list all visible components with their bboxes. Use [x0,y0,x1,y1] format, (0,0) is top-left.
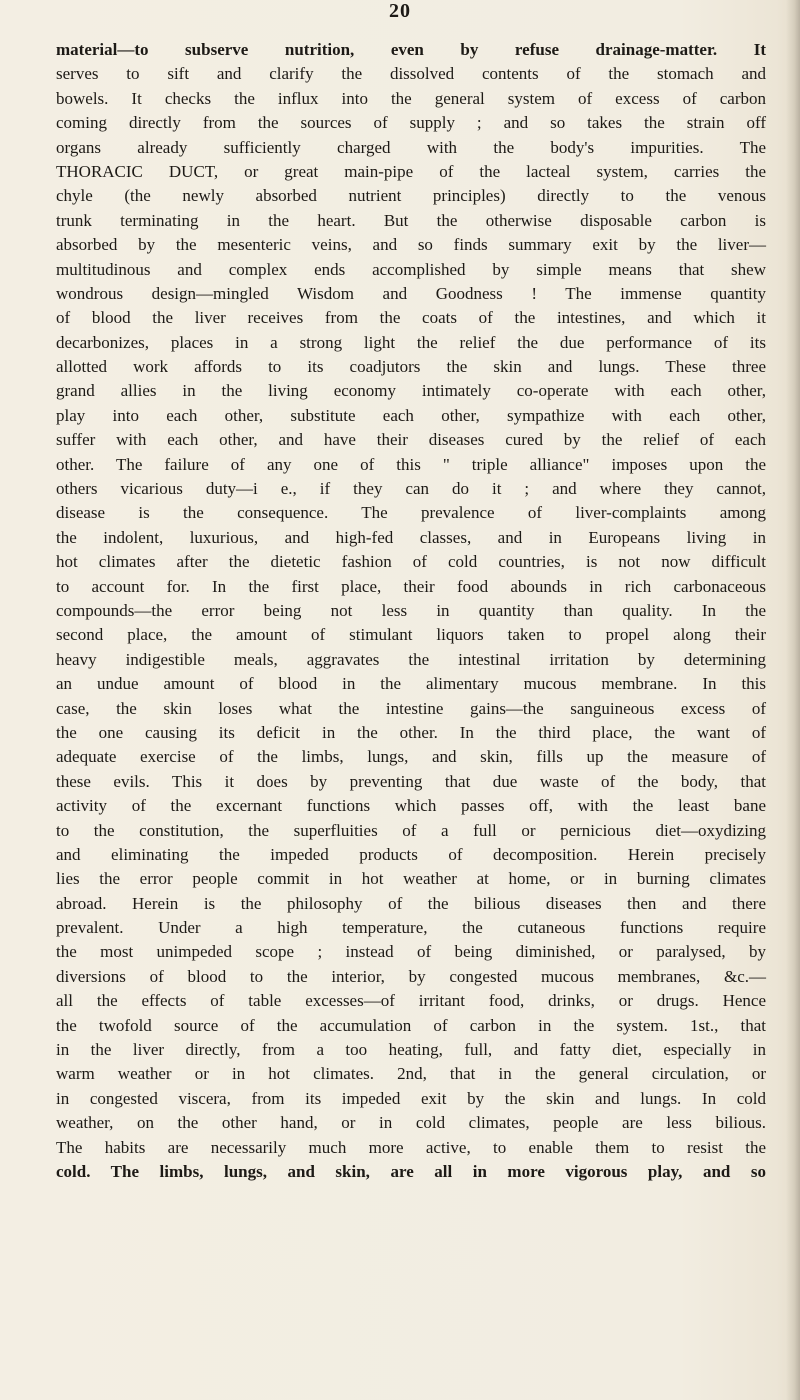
text-line: adequate exercise of the limbs, lungs, and skin, fills up the measure of [56,747,766,767]
text-line: THORACIC DUCT, or great main-pipe of the lacteal system, carries the [56,161,766,181]
text-line: diversions of blood to the interior, by congested mucous membranes, &c.— [56,966,766,986]
text-line: others vicarious duty—i e., if they can do it ; and where they cannot, [56,479,766,499]
text-line: disease is the consequence. The prevalence of liver-complaints among [56,503,766,523]
text-line: heavy indigestible meals, aggravates the intestinal irritation by determining [56,649,766,669]
text-line: all the effects of table excesses—of irritant food, drinks, or drugs. Hence [56,991,766,1011]
text-line: allotted work affords to its coadjutors the skin and lungs. These three [56,357,766,377]
text-line: decarbonizes, places in a strong light the relief the due performance of its [56,332,766,352]
text-line: the most unimpeded scope ; instead of being diminished, or paralysed, by [56,942,766,962]
text-line: case, the skin loses what the intestine gains—the sanguineous excess of [56,698,766,718]
text-line: second place, the amount of stimulant liquors taken to propel along their [56,625,766,645]
text-line: material—to subserve nutrition, even by refuse drainage-matter. It [56,40,766,59]
text-line: trunk terminating in the heart. But the otherwise disposable carbon is [56,210,766,230]
text-line: the twofold source of the accumulation of carbon in the system. 1st., that [56,1015,766,1035]
text-line: grand allies in the living economy intimately co-operate with each other, [56,381,766,401]
text-line: compounds—the error being not less in quantity than quality. In the [56,600,766,620]
text-line: these evils. This it does by preventing that due waste of the body, that [56,771,766,791]
text-line: other. The failure of any one of this " triple alliance" imposes upon the [56,454,766,474]
text-line: the indolent, luxurious, and high-fed classes, and in Europeans living in [56,527,766,547]
text-line: prevalent. Under a high temperature, the cutaneous functions require [56,918,766,938]
text-line: suffer with each other, and have their diseases cured by the relief of each [56,430,766,450]
page-number: 20 [389,0,411,22]
text-line: absorbed by the mesenteric veins, and so finds summary exit by the liver— [56,235,766,255]
text-line: coming directly from the sources of supply ; and so takes the strain off [56,113,766,133]
text-line: multitudinous and complex ends accomplished by simple means that shew [56,259,766,279]
body-text [56,38,766,1184]
text-line: The habits are necessarily much more active, to enable them to resist the [56,1137,766,1157]
text-line: in congested viscera, from its impeded exit by the skin and lungs. In cold [56,1088,766,1108]
text-line: wondrous design—mingled Wisdom and Goodness ! The immense quantity [56,283,766,303]
text-line: organs already sufficiently charged with the body's impurities. The [56,137,766,157]
text-line: hot climates after the dietetic fashion of cold countries, is not now difficult [56,552,766,572]
text-line: play into each other, substitute each other, sympathize with each other, [56,405,766,425]
text-line: and eliminating the impeded products of decomposition. Herein precisely [56,844,766,864]
text-line: of blood the liver receives from the coats of the intestines, and which it [56,308,766,328]
text-line: chyle (the newly absorbed nutrient principles) directly to the venous [56,186,766,206]
text-line: an undue amount of blood in the alimentary mucous membrane. In this [56,674,766,694]
text-line: to the constitution, the superfluities of a full or pernicious diet—oxydizing [56,820,766,840]
text-line: lies the error people commit in hot weather at home, or in burning climates [56,869,766,889]
text-line: bowels. It checks the influx into the general system of excess of carbon [56,88,766,108]
text-line: weather, on the other hand, or in cold climates, people are less bilious. [56,1113,766,1133]
text-line: serves to sift and clarify the dissolved contents of the stomach and [56,64,766,84]
text-line: the one causing its deficit in the other. In the third place, the want of [56,722,766,742]
text-line: to account for. In the first place, their food abounds in rich carbonaceous [56,576,766,596]
text-line: activity of the excernant functions which passes off, with the least bane [56,796,766,816]
text-line: abroad. Herein is the philosophy of the bilious diseases then and there [56,893,766,913]
text-line: warm weather or in hot climates. 2nd, that in the general circulation, or [56,1064,766,1084]
page-edge-shadow [786,0,800,1400]
text-line: cold. The limbs, lungs, and skin, are all in more vigorous play, and so [56,1161,766,1181]
text-line: in the liver directly, from a too heating, full, and fatty diet, especially in [56,1040,766,1060]
